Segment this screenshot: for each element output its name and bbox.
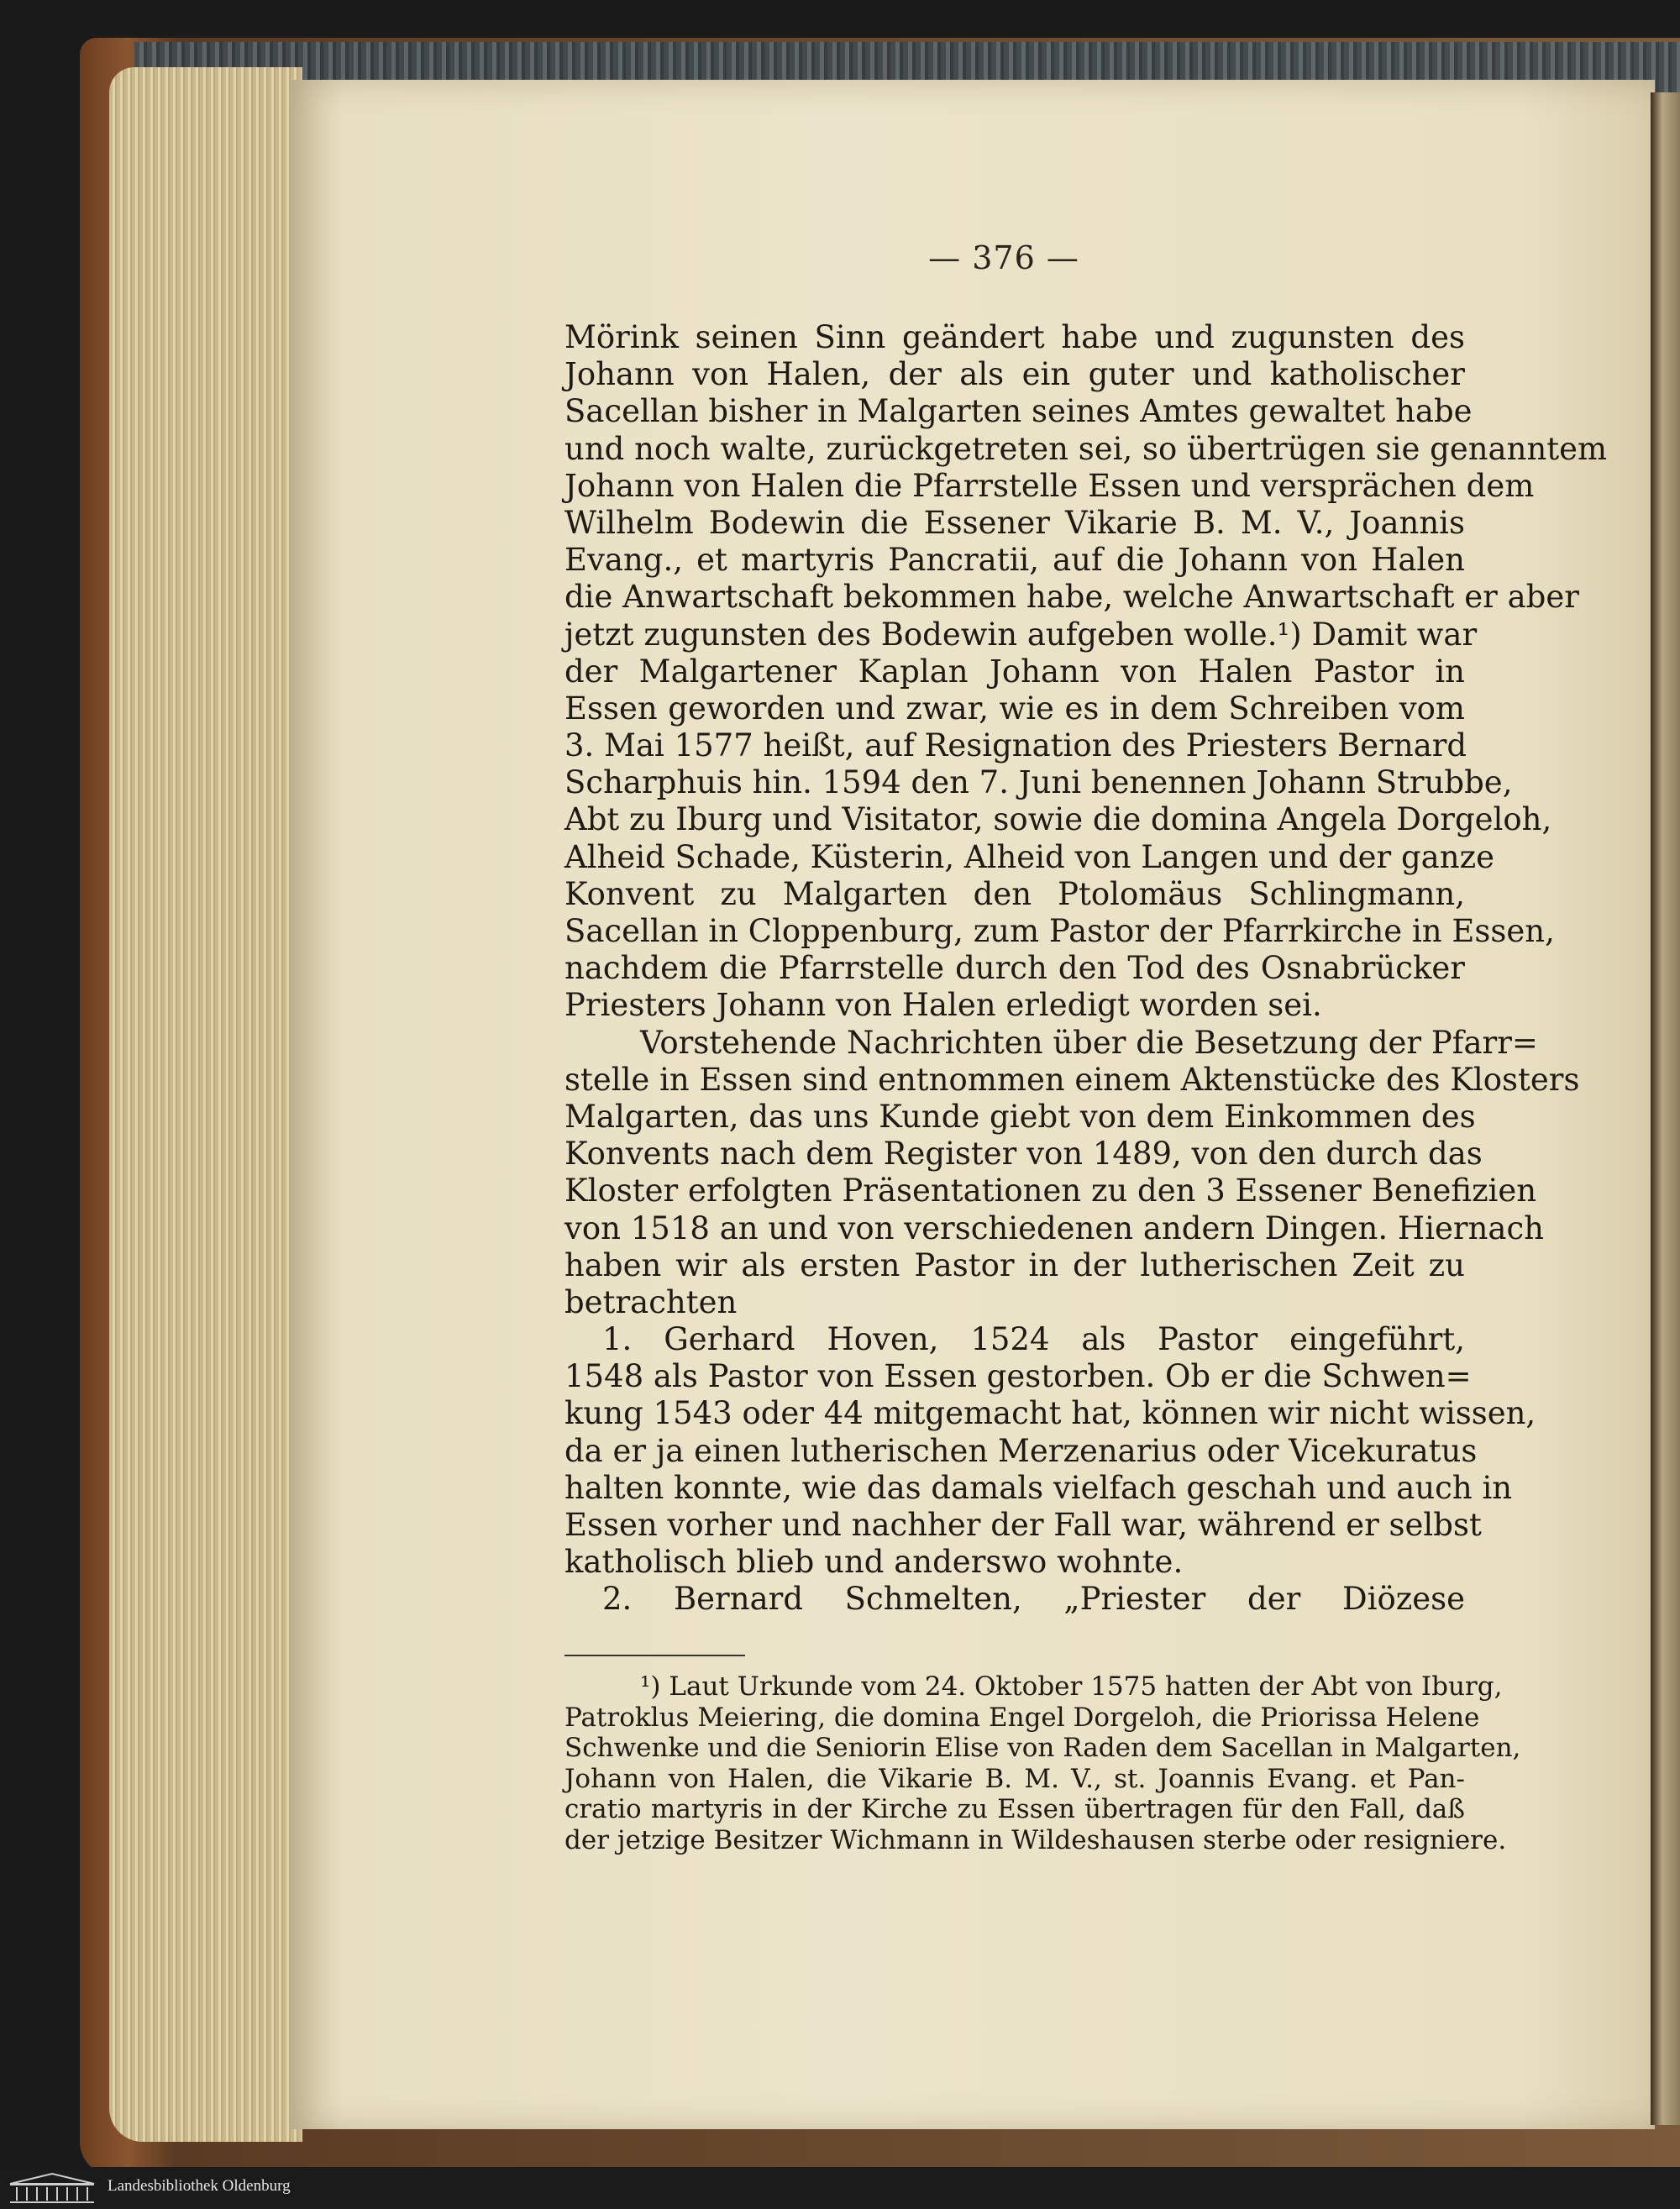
body-line: katholisch blieb und anderswo wohnte. xyxy=(564,1544,1184,1581)
footnote-line: Johann von Halen, die Vikarie B. M. V., st. Joannis Evang. et Pan- xyxy=(564,1763,1465,1794)
body-line: 1548 als Pastor von Essen gestorben. Ob er die Schwen= xyxy=(564,1358,1472,1395)
body-line: Kloster erfolgten Präsentationen zu den 3 Essener Benefizien xyxy=(564,1173,1537,1209)
page-number: — 376 — xyxy=(928,239,1079,276)
body-line: Evang., et martyris Pancratii, auf die Johann von Halen xyxy=(564,542,1465,579)
body-line: 1. Gerhard Hoven, 1524 als Pastor eingeführt, xyxy=(602,1321,1465,1358)
body-line: Essen geworden und zwar, wie es in dem Schreiben vom xyxy=(564,690,1465,727)
footnote-line: Patroklus Meiering, die domina Engel Dorgeloh, die Priorissa Helene xyxy=(564,1702,1480,1733)
footnote-line: der jetzige Besitzer Wichmann in Wildeshausen sterbe oder resigniere. xyxy=(564,1824,1507,1855)
body-line: Abt zu Iburg und Visitator, sowie die domina Angela Dorgeloh, xyxy=(564,801,1552,838)
body-line: Wilhelm Bodewin die Essener Vikarie B. M. V., Joannis xyxy=(564,504,1465,541)
body-line: kung 1543 oder 44 mitgemacht hat, können wir nicht wissen, xyxy=(564,1395,1536,1432)
body-line: nachdem die Pfarrstelle durch den Tod des Osnabrücker xyxy=(564,950,1465,987)
body-line: haben wir als ersten Pastor in der lutherischen Zeit zu xyxy=(564,1246,1465,1283)
footnote-line: Schwenke und die Seniorin Elise von Raden dem Sacellan in Malgarten, xyxy=(564,1733,1521,1763)
body-line: Sacellan in Cloppenburg, zum Pastor der Pfarrkirche in Essen, xyxy=(564,913,1555,949)
footnote-divider xyxy=(564,1655,745,1656)
body-line: stelle in Essen sind entnommen einem Aktenstücke des Klosters xyxy=(564,1061,1580,1098)
body-line: Mörink seinen Sinn geändert habe und zugunsten des xyxy=(564,319,1465,355)
body-line: Essen vorher und nachher der Fall war, während er selbst xyxy=(564,1507,1482,1543)
body-line: 2. Bernard Schmelten, „Priester der Diözese xyxy=(602,1581,1465,1618)
library-building-icon xyxy=(7,2172,97,2206)
body-line: von 1518 an und von verschiedenen andern Dingen. Hiernach xyxy=(564,1209,1545,1246)
body-line: Sacellan bisher in Malgarten seines Amtes gewaltet habe xyxy=(564,393,1473,430)
footnote-line: ¹) Laut Urkunde vom 24. Oktober 1575 hatten der Abt von Iburg, xyxy=(640,1671,1503,1702)
body-line: 3. Mai 1577 heißt, auf Resignation des Priesters Bernard xyxy=(564,727,1467,764)
body-line: Priesters Johann von Halen erledigt worden sei. xyxy=(564,987,1322,1024)
body-line: der Malgartener Kaplan Johann von Halen Pastor in xyxy=(564,653,1465,690)
body-line: Malgarten, das uns Kunde giebt von dem Einkommen des xyxy=(564,1098,1476,1135)
library-name: Landesbibliothek Oldenburg xyxy=(108,2177,291,2195)
body-line: halten konnte, wie das damals vielfach geschah und auch in xyxy=(564,1469,1513,1506)
body-line: Scharphuis hin. 1594 den 7. Juni benennen Johann Strubbe, xyxy=(564,764,1513,801)
body-line: die Anwartschaft bekommen habe, welche Anwartschaft er aber xyxy=(564,579,1579,616)
body-line: da er ja einen lutherischen Merzenarius oder Vicekuratus xyxy=(564,1432,1478,1469)
body-line: Johann von Halen die Pfarrstelle Essen und versprächen dem xyxy=(564,467,1535,504)
body-line: Konvent zu Malgarten den Ptolomäus Schlingmann, xyxy=(564,875,1465,912)
body-line: Johann von Halen, der als ein guter und katholischer xyxy=(564,356,1465,393)
footnotes xyxy=(564,1671,1521,1855)
facing-page-edge xyxy=(1651,92,1680,2125)
body-line: und noch walte, zurückgetreten sei, so übertrügen sie genanntem xyxy=(564,430,1608,467)
page-edges xyxy=(109,67,302,2142)
body-line: betrachten xyxy=(564,1283,738,1320)
body-line: Vorstehende Nachrichten über die Besetzung der Pfarr= xyxy=(640,1024,1538,1061)
body-line: Alheid Schade, Küsterin, Alheid von Langen und der ganze xyxy=(564,838,1494,875)
body-line: Konvents nach dem Register von 1489, von den durch das xyxy=(564,1136,1483,1173)
body-line: jetzt zugunsten des Bodewin aufgeben wolle.¹) Damit war xyxy=(564,616,1478,653)
body-text xyxy=(564,319,1608,1619)
footnote-line: cratio martyris in der Kirche zu Essen übertragen für den Fall, daß xyxy=(564,1794,1465,1824)
